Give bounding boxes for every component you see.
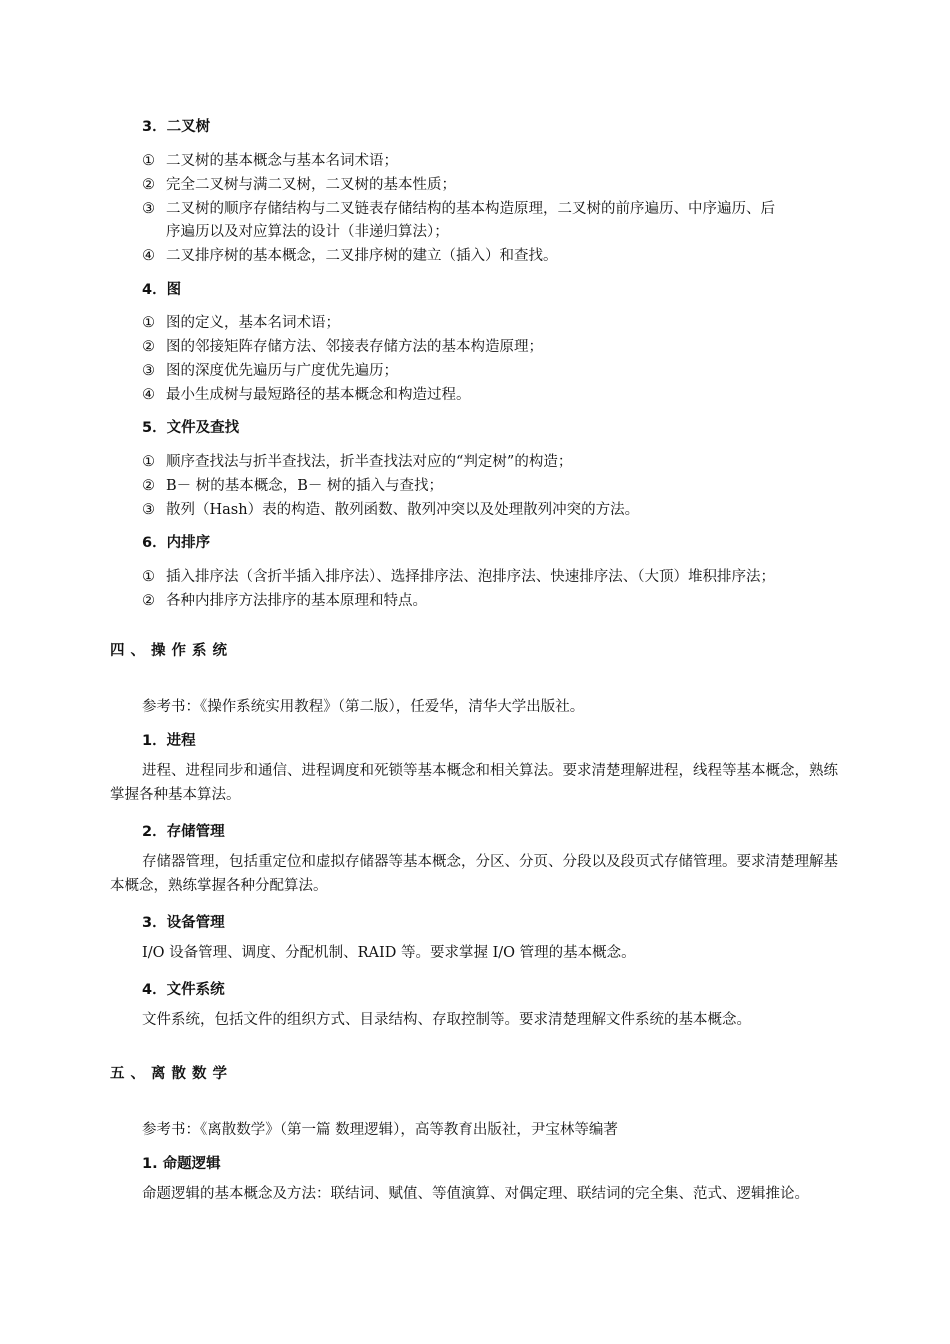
section-heading-search: 5．文件及查找 (142, 420, 240, 436)
item-text: 顺序查找法与折半查找法，折半查找法对应的“判定树”的构造； (166, 454, 573, 470)
item-text: B－ 树的基本概念，B－ 树的插入与查找； (166, 478, 444, 494)
list-item (142, 474, 443, 495)
item-number: ② (142, 593, 155, 609)
list-item (142, 383, 471, 404)
item-number: ① (142, 569, 155, 585)
item-text: 二叉排序树的基本概念，二叉排序树的建立（插入）和查找。 (166, 248, 558, 264)
list-item (142, 359, 398, 380)
paragraph: 文件系统，包括文件的组织方式、目录结构、存取控制等。要求清楚理解文件系统的基本概念。 (142, 1012, 751, 1028)
item-text: 图的深度优先遍历与广度优先遍历； (166, 363, 398, 379)
paragraph: 命题逻辑的基本概念及方法：联结词、赋值、等值演算、对偶定理、联结词的完全集、范式、逻辑推论。 (142, 1186, 809, 1202)
list-item (142, 244, 558, 265)
list-item (142, 589, 427, 610)
item-text: 插入排序法（含折半插入排序法）、选择排序法、泡排序法、快速排序法、（大顶）堆积排序法； (166, 569, 775, 585)
paragraph: 存储器管理，包括重定位和虚拟存储器等基本概念，分区、分页、分段以及段页式存储管理。要求清楚理解基本概念，熟练掌握各种分配算法。 (110, 854, 838, 894)
item-number: ③ (142, 201, 155, 217)
item-text: 二叉树的基本概念与基本名词术语； (166, 153, 398, 169)
item-number: ① (142, 454, 155, 470)
item-number: ① (142, 153, 155, 169)
list-item (142, 450, 572, 471)
paragraph: I/O 设备管理、调度、分配机制、RAID 等。要求掌握 I/O 管理的基本概念。 (142, 945, 636, 961)
list-item (142, 197, 775, 218)
item-number: ④ (142, 248, 155, 264)
chapter-title-discrete-math: 五、离散数学 (110, 1066, 233, 1082)
item-text: 各种内排序方法排序的基本原理和特点。 (166, 593, 427, 609)
section-heading-device: 3．设备管理 (142, 915, 225, 931)
item-number: ④ (142, 387, 155, 403)
item-continuation: 序遍历以及对应算法的设计（非递归算法）； (166, 224, 449, 240)
item-number: ② (142, 177, 155, 193)
section-heading-sort: 6．内排序 (142, 535, 211, 551)
list-item (142, 498, 639, 519)
paragraph: 进程、进程同步和通信、进程调度和死锁等基本概念和相关算法。要求清楚理解进程，线程等基本概念，熟练掌握各种基本算法。 (110, 763, 838, 803)
section-heading-filesystem: 4．文件系统 (142, 982, 225, 998)
section-heading-graph: 4．图 (142, 282, 182, 298)
list-item (142, 565, 775, 586)
item-text: 完全二叉树与满二叉树，二叉树的基本性质； (166, 177, 456, 193)
list-item (142, 149, 398, 170)
list-item (142, 173, 456, 194)
item-text: 二叉树的顺序存储结构与二叉链表存储结构的基本构造原理，二叉树的前序遍历、中序遍历、后 (166, 201, 775, 217)
item-text: 最小生成树与最短路径的基本概念和构造过程。 (166, 387, 471, 403)
section-heading-process: 1．进程 (142, 733, 196, 749)
section-heading-memory: 2．存储管理 (142, 824, 225, 840)
section-heading-propositional-logic: 1. 命题逻辑 (142, 1156, 221, 1172)
list-item (142, 335, 543, 356)
item-number: ③ (142, 363, 155, 379)
list-item (142, 311, 340, 332)
reference-book: 参考书：《操作系统实用教程》（第二版），任爱华，清华大学出版社。 (142, 699, 585, 715)
item-text: 散列（Hash）表的构造、散列函数、散列冲突以及处理散列冲突的方法。 (166, 502, 640, 518)
item-number: ③ (142, 502, 155, 518)
item-text: 图的定义，基本名词术语； (166, 315, 340, 331)
item-number: ② (142, 478, 155, 494)
chapter-title-os: 四、操作系统 (110, 643, 233, 659)
section-heading-binary-tree: 3．二叉树 (142, 119, 211, 135)
reference-book: 参考书：《离散数学》（第一篇 数理逻辑），高等教育出版社，尹宝林等编著 (142, 1122, 618, 1138)
item-number: ② (142, 339, 155, 355)
item-text: 图的邻接矩阵存储方法、邻接表存储方法的基本构造原理； (166, 339, 543, 355)
item-number: ① (142, 315, 155, 331)
